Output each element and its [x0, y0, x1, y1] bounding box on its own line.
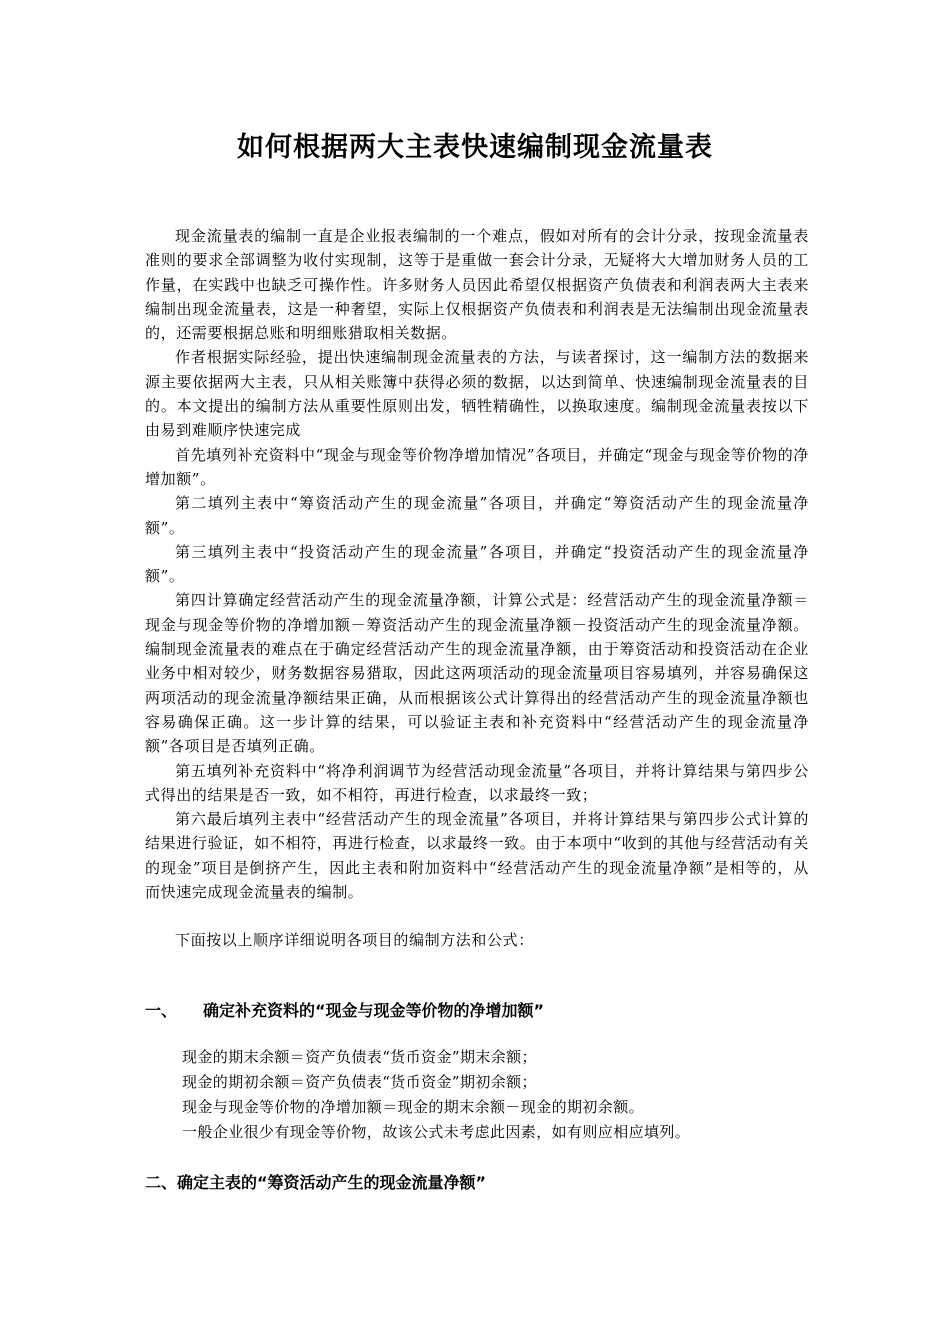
- section-1-number: 一、: [145, 1001, 178, 1020]
- document-title: 如何根据两大主表快速编制现金流量表: [237, 132, 713, 163]
- formula-line-2: 现金的期初余额＝资产负债表“货币资金”期初余额；: [182, 1073, 537, 1091]
- paragraph-1: 现金流量表的编制一直是企业报表编制的一个难点，假如对所有的会计分录，按现金流量表准则的要求全部调整为收付实现制，这等于是重做一套会计分录，无疑将大大增加财务人员的工作量，在实践中也缺乏可操作性。许多财务人员因此希望仅根据资产负债表和利润表两大主表来编制出现金流量表，这是一种奢望，实际上仅根据资产负债表和利润表是无法编制出现金流量表的，还需要根据总账和明细账猎取相关数据。: [145, 227, 809, 343]
- section-1-formulas: [182, 1045, 802, 1145]
- paragraph-3: 首先填列补充资料中“现金与现金等价物净增加情况”各项目，并确定“现金与现金等价物的净增加额”。: [145, 445, 809, 488]
- paragraph-8: 第六最后填列主表中“经营活动产生的现金流量”各项目，并将计算结果与第四步公式计算的结果进行验证，如不相符，再进行检查，以求最终一致。由于本项中“收到的其他与经营活动有关的现金”项目是倒挤产生，因此主表和附加资料中“经营活动产生的现金流量净额”是相等的，从而快速完成现金流量表的编制。: [145, 810, 809, 902]
- paragraph-7: 第五填列补充资料中“将净利润调节为经营活动现金流量”各项目，并将计算结果与第四步公式得出的结果是否一致，如不相符，再进行检查，以求最终一致；: [145, 761, 809, 804]
- formula-line-3: 现金与现金等价物的净增加额＝现金的期末余额－现金的期初余额。: [182, 1098, 645, 1116]
- section-1-title: 确定补充资料的“现金与现金等价物的净增加额”: [203, 1001, 545, 1020]
- paragraph-4: 第二填列主表中“筹资活动产生的现金流量”各项目，并确定“筹资活动产生的现金流量净额”。: [145, 494, 809, 537]
- formula-line-1: 现金的期末余额＝资产负债表“货币资金”期末余额；: [182, 1048, 537, 1066]
- intro-line: 下面按以上顺序详细说明各项目的编制方法和公式：: [175, 931, 534, 950]
- section-2-heading: 二、确定主表的“筹资活动产生的现金流量净额”: [145, 1173, 487, 1192]
- formula-line-4: 一般企业很少有现金等价物，故该公式未考虑此因素，如有则应相应填列。: [182, 1123, 691, 1141]
- paragraph-6: 第四计算确定经营活动产生的现金流量净额，计算公式是：经营活动产生的现金流量净额＝现金与现金等价物的净增加额－筹资活动产生的现金流量净额－投资活动产生的现金流量净额。编制现金流量表的难点在于确定经营活动产生的现金流量净额，由于筹资活动和投资活动在企业业务中相对较少，财务数据容易猎取，因此这两项活动的现金流量项目容易填列，并容易确保这两项活动的现金流量净额结果正确，从而根据该公式计算得出的经营活动产生的现金流量净额也容易确保正确。这一步计算的结果，可以验证主表和补充资料中“经营活动产生的现金流量净额”各项目是否填列正确。: [145, 591, 809, 756]
- section-1-heading: [145, 998, 809, 1024]
- body-text: [145, 224, 809, 953]
- spacer: [145, 904, 809, 928]
- paragraph-5: 第三填列主表中“投资活动产生的现金流量”各项目，并确定“投资活动产生的现金流量净额”。: [145, 542, 809, 586]
- paragraph-2: 作者根据实际经验，提出快速编制现金流量表的方法，与读者探讨，这一编制方法的数据来源主要依据两大主表，只从相关账簿中获得必须的数据，以达到简单、快速编制现金流量表的目的。本文提出的编制方法从重要性原则出发，牺牲精确性，以换取速度。编制现金流量表按以下由易到难顺序快速完成: [145, 348, 809, 440]
